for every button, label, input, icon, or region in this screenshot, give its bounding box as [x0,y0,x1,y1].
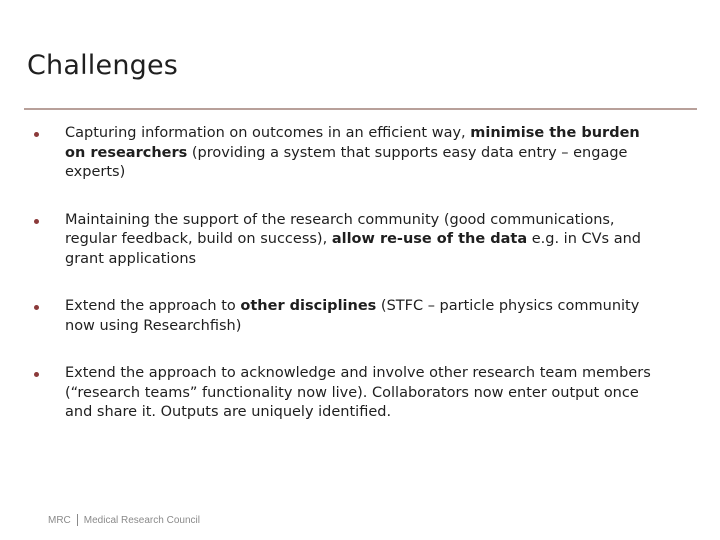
bullet-text [65,124,655,183]
bullet-text-segment: e.g. in CVs and grant applications [65,231,642,267]
bullet-text-segment: Capturing information on outcomes in an efficient way, [65,125,471,141]
bullet-icon [34,132,39,137]
bullet-item [0,124,720,183]
bullet-text [65,364,655,423]
bullet-item [0,364,720,423]
bullet-text-emphasis: minimise the burden on researchers [65,125,640,161]
bullet-icon [34,219,39,224]
slide-title: Challenges [27,50,179,81]
footer-logo [48,514,200,526]
footer-org-short: MRC [48,514,71,526]
bullet-text-segment: Extend the approach to [65,298,241,314]
bullet-item [0,297,720,336]
bullet-list [0,124,720,423]
footer-org-name: Medical Research Council [83,514,200,526]
title-divider [24,108,697,110]
bullet-icon [34,372,39,377]
bullet-text-segment: (STFC – particle physics community now using Researchfish) [65,298,640,334]
bullet-text [65,297,655,336]
bullet-text-emphasis: allow re-use of the data [331,231,528,247]
footer-separator [77,514,78,526]
bullet-text-segment: Extend the approach to acknowledge and involve other research team members (“research teams” functionality now live). Collaborators now enter output once and share it. Outputs are uniquely identified. [65,365,651,420]
bullet-text-segment: Maintaining the support of the research community (good communications, regular feedback, build on success), [65,211,615,247]
bullet-text-emphasis: other disciplines [240,298,377,314]
bullet-icon [34,305,39,310]
bullet-text [65,211,655,270]
bullet-text-segment: (providing a system that supports easy data entry – engage experts) [65,144,628,180]
bullet-item [0,211,720,270]
